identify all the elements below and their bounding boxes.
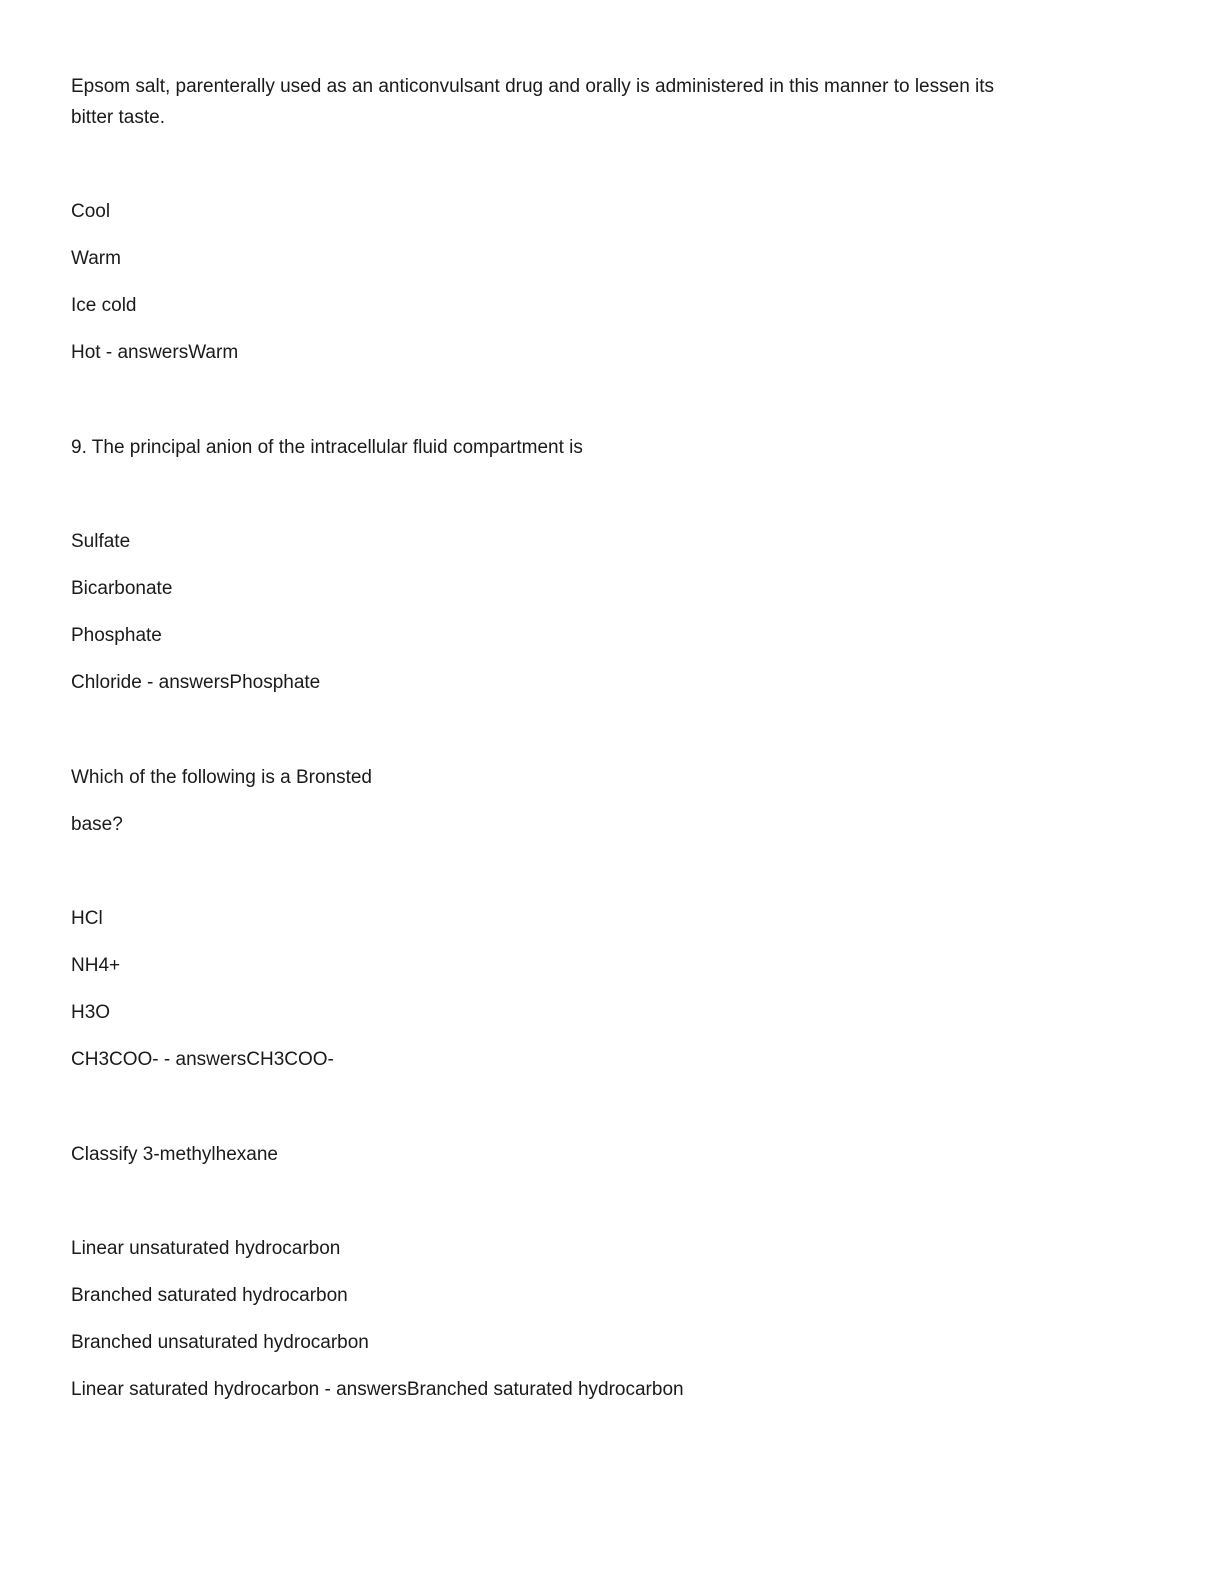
q11-option-branched-unsaturated: Branched unsaturated hydrocarbon — [71, 1332, 369, 1353]
question-9-text: 9. The principal anion of the intracellular fluid compartment is — [71, 437, 583, 458]
question-8-text-line-2: bitter taste. — [71, 107, 165, 128]
q9-option-chloride-answer: Chloride - answersPhosphate — [71, 672, 321, 693]
q8-option-cool: Cool — [71, 201, 111, 222]
q11-option-linear-unsaturated: Linear unsaturated hydrocarbon — [71, 1238, 341, 1259]
q8-option-hot-answer: Hot - answersWarm — [71, 342, 239, 363]
q9-option-sulfate: Sulfate — [71, 531, 131, 552]
question-8-text-line-1: Epsom salt, parenterally used as an anticonvulsant drug and orally is administered in this manner to lessen its — [71, 76, 995, 97]
q10-option-ch3coo-answer: CH3COO- - answersCH3COO- — [71, 1049, 334, 1070]
q10-option-nh4: NH4+ — [71, 955, 121, 976]
q10-option-h3o: H3O — [71, 1002, 111, 1023]
question-11-text: Classify 3-methylhexane — [71, 1144, 278, 1165]
q11-option-linear-saturated-answer: Linear saturated hydrocarbon - answersBranched saturated hydrocarbon — [71, 1379, 684, 1400]
q8-option-warm: Warm — [71, 248, 121, 269]
q10-option-hcl: HCl — [71, 908, 103, 929]
question-10-text-line-1: Which of the following is a Bronsted — [71, 767, 372, 788]
q8-option-ice-cold: Ice cold — [71, 295, 137, 316]
q9-option-bicarbonate: Bicarbonate — [71, 578, 173, 599]
q9-option-phosphate: Phosphate — [71, 625, 162, 646]
q11-option-branched-saturated: Branched saturated hydrocarbon — [71, 1285, 348, 1306]
question-10-text-line-2: base? — [71, 814, 123, 835]
